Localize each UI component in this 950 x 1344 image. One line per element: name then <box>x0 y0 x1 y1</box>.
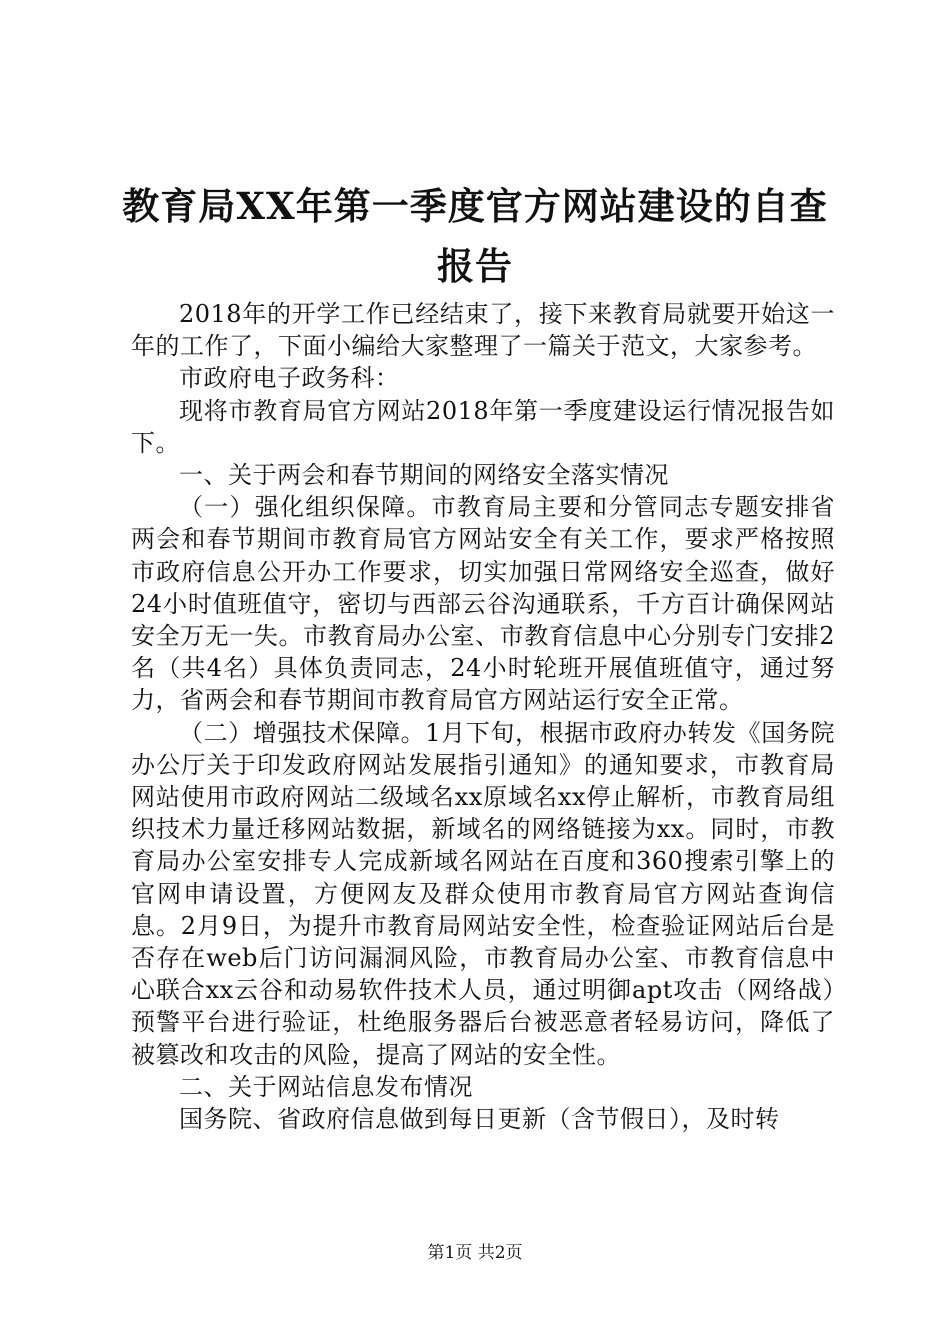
section-heading-2: 二、关于网站信息发布情况 <box>179 1072 473 1101</box>
page-number: 第1页 共2页 <box>427 1243 523 1263</box>
paragraph-report-lead: 现将市教育局官方网站2018年第一季度建设运行情况报告如下。 <box>131 396 835 457</box>
paragraph-organization: （一）强化组织保障。市教育局主要和分管同志专题安排省两会和春节期间市教育局官方网站安全有关工作，要求严格按照市政府信息公开办工作要求，切实加强日常网络安全巡查，做好24小时值班值守，密切与西部云谷沟通联系，千方百计确保网站安全万无一失。市教育局办公室、市教育信息中心分别专门安排2名（共4名）具体负责同志，24小时轮班开展值班值守，通过努力，省两会和春节期间市教育局官方网站运行安全正常。 <box>131 493 835 715</box>
section-heading-1: 一、关于两会和春节期间的网络安全落实情况 <box>179 461 669 490</box>
paragraph-info-release: 国务院、省政府信息做到每日更新（含节假日），及时转 <box>179 1105 780 1134</box>
document-title: 教育局XX年第一季度官方网站建设的自查报告 <box>122 184 828 288</box>
paragraph-intro: 2018年的开学工作已经结束了，接下来教育局就要开始这一年的工作了，下面小编给大家整理了一篇关于范文，大家参考。 <box>131 300 835 361</box>
paragraph-technical: （二）增强技术保障。1月下旬，根据市政府办转发《国务院办公厅关于印发政府网站发展指引通知》的通知要求，市教育局网站使用市政府网站二级域名xx原域名xx停止解析，市教育局组织技术力量迁移网站数据，新域名的网络链接为xx。同时，市教育局办公室安排专人完成新域名网站在百度和360搜索引擎上的官网申请设置，方便网友及群众使用市教育局官方网站查询信息。2月9日，为提升市教育局网站安全性，检查验证网站后台是否存在web后门访问漏洞风险，市教育局办公室、市教育信息中心联合xx云谷和动易软件技术人员，通过明御apt攻击（网络战）预警平台进行验证，杜绝服务器后台被恶意者轻易访问，降低了被篡改和攻击的风险，提高了网站的安全性。 <box>131 718 835 1069</box>
paragraph-addressee: 市政府电子政务科： <box>179 364 400 393</box>
document-body <box>131 298 835 1135</box>
